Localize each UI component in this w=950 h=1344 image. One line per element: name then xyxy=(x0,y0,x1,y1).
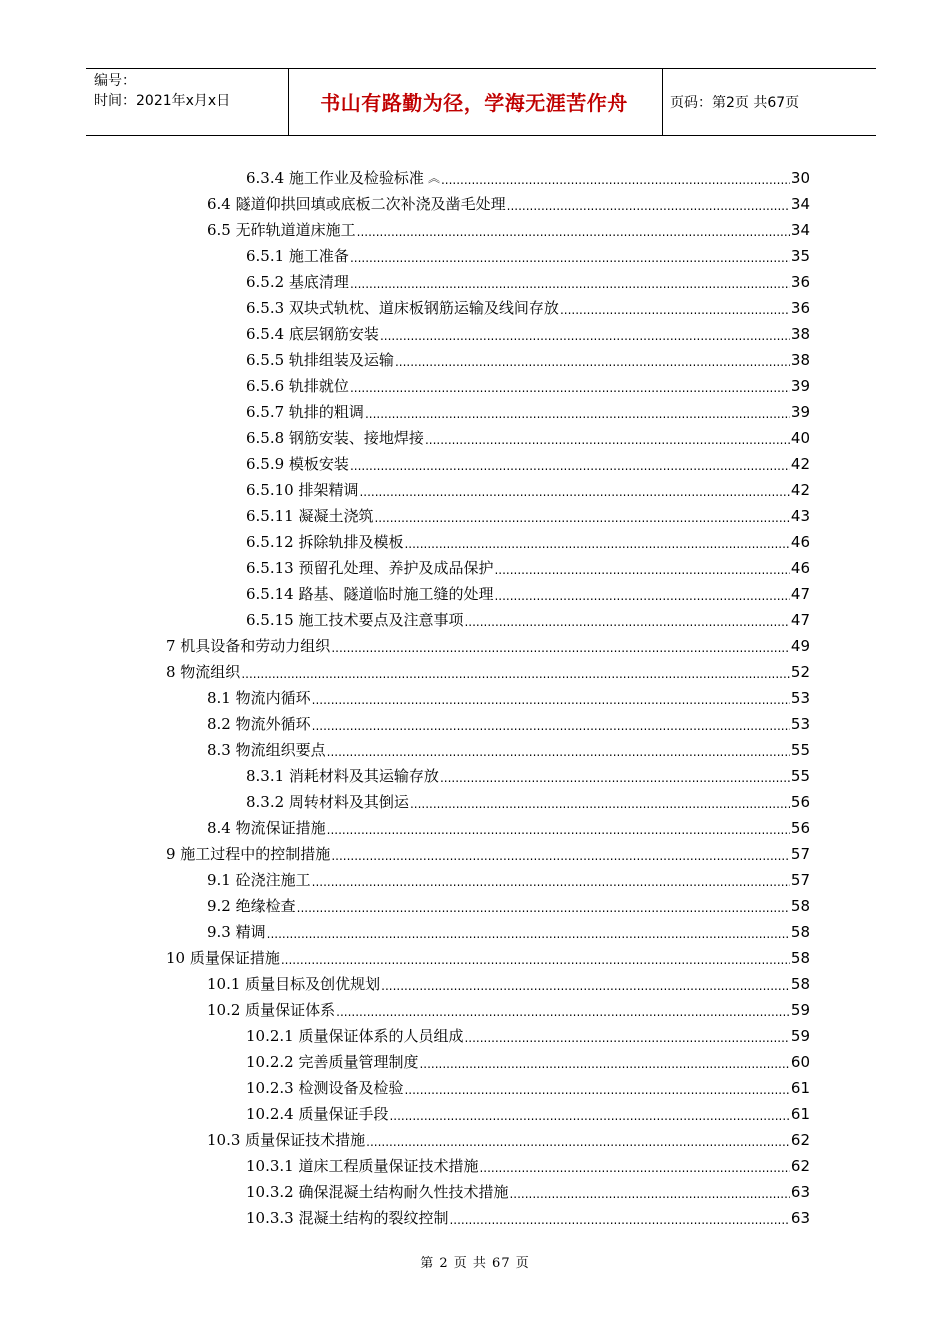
toc-entry-label: 6.5.2 基底清理 xyxy=(246,273,349,291)
toc-entry-page: 36 xyxy=(790,299,810,317)
toc-entry-label: 6.5.4 底层钢筋安装 xyxy=(246,325,379,343)
toc-entry-label: 6.5.6 轨排就位 xyxy=(246,377,349,395)
toc-entry-page: 35 xyxy=(790,247,810,265)
toc-entry-leader xyxy=(331,640,790,656)
toc-entry-leader xyxy=(327,744,790,760)
toc-entry-page: 39 xyxy=(790,403,810,421)
toc-entry-leader xyxy=(464,614,789,630)
toc-entry-page: 63 xyxy=(790,1209,810,1227)
toc-entry-label: 9.3 精调 xyxy=(207,923,266,941)
toc-entry-leader xyxy=(494,562,789,578)
toc-entry-label: 6.4 隧道仰拱回填或底板二次补浇及凿毛处理 xyxy=(207,195,506,213)
toc-entry-leader xyxy=(281,952,790,968)
toc-entry[interactable] xyxy=(246,552,810,578)
toc-entry[interactable] xyxy=(207,890,810,916)
toc-entry-label: 10 质量保证措施 xyxy=(166,949,280,967)
toc-entry[interactable] xyxy=(207,864,810,890)
toc-entry-page: 42 xyxy=(790,455,810,473)
toc-entry[interactable] xyxy=(246,370,810,396)
toc-entry-label: 6.5.7 轨排的粗调 xyxy=(246,403,364,421)
toc-entry-page: 59 xyxy=(790,1001,810,1019)
toc-entry[interactable] xyxy=(246,1098,810,1124)
toc-entry-page: 38 xyxy=(790,325,810,343)
toc-entry-page: 38 xyxy=(790,351,810,369)
toc-entry-leader xyxy=(425,432,790,448)
toc-entry-label: 6.5.11 凝凝土浇筑 xyxy=(246,507,374,525)
toc-entry-leader xyxy=(449,1212,789,1228)
toc-entry-label: 8.4 物流保证措施 xyxy=(207,819,326,837)
toc-entry-page: 58 xyxy=(790,897,810,915)
toc-entry-leader xyxy=(479,1160,789,1176)
toc-entry-leader xyxy=(380,328,790,344)
toc-entry-page: 58 xyxy=(790,975,810,993)
toc-entry-leader xyxy=(560,302,790,318)
toc-entry-label: 10.3.1 道床工程质量保证技术措施 xyxy=(246,1157,479,1175)
toc-entry-leader xyxy=(494,588,789,604)
toc-entry[interactable] xyxy=(246,292,810,318)
toc-entry[interactable] xyxy=(246,786,810,812)
toc-entry-page: 49 xyxy=(790,637,810,655)
toc-entry[interactable] xyxy=(246,396,810,422)
toc-entry-leader xyxy=(241,666,790,682)
toc-entry-leader xyxy=(381,978,790,994)
toc-entry-leader xyxy=(350,380,790,396)
toc-entry-page: 58 xyxy=(790,949,810,967)
toc-entry-label: 6.5.13 预留孔处理、养护及成品保护 xyxy=(246,559,494,577)
toc-entry-label: 6.5.5 轨排组装及运输 xyxy=(246,351,394,369)
toc-entry-page: 53 xyxy=(790,715,810,733)
toc-entry-page: 52 xyxy=(790,663,810,681)
toc-entry-leader xyxy=(327,822,790,838)
toc-entry[interactable] xyxy=(246,760,810,786)
toc-entry-page: 58 xyxy=(790,923,810,941)
toc-entry-leader xyxy=(297,900,790,916)
toc-entry[interactable] xyxy=(246,500,810,526)
toc-entry[interactable] xyxy=(166,656,810,682)
toc-entry-page: 47 xyxy=(790,611,810,629)
toc-entry[interactable] xyxy=(166,630,810,656)
toc-entry-leader xyxy=(374,510,789,526)
toc-entry[interactable] xyxy=(166,838,810,864)
header-page-number: 页码：第2页 共67页 xyxy=(670,95,800,111)
toc-entry-page: 59 xyxy=(790,1027,810,1045)
toc-entry[interactable] xyxy=(246,1020,810,1046)
toc-entry-page: 30 xyxy=(790,169,810,187)
toc-entry-page: 57 xyxy=(790,871,810,889)
toc-entry[interactable] xyxy=(207,1124,810,1150)
toc-entry[interactable] xyxy=(166,942,810,968)
toc-entry-leader xyxy=(350,276,790,292)
toc-entry[interactable] xyxy=(246,266,810,292)
toc-entry-label: 6.5 无砟轨道道床施工 xyxy=(207,221,356,239)
toc-entry-page: 56 xyxy=(790,819,810,837)
toc-entry-page: 62 xyxy=(790,1131,810,1149)
toc-entry-page: 46 xyxy=(790,533,810,551)
toc-entry-label: 6.5.3 双块式轨枕、道床板钢筋运输及线间存放 xyxy=(246,299,559,317)
toc-entry-label: 6.5.8 钢筋安装、接地焊接 xyxy=(246,429,424,447)
toc-entry[interactable] xyxy=(207,812,810,838)
toc-entry-label: 9.1 砼浇注施工 xyxy=(207,871,311,889)
toc-entry-leader xyxy=(366,1134,790,1150)
toc-entry-leader xyxy=(419,1056,789,1072)
toc-entry-page: 55 xyxy=(790,741,810,759)
toc-entry-label: 8.2 物流外循环 xyxy=(207,715,311,733)
toc-entry-leader xyxy=(312,718,790,734)
toc-entry-label: 6.5.1 施工准备 xyxy=(246,247,349,265)
toc-entry[interactable] xyxy=(207,916,810,942)
toc-entry-label: 6.3.4 施工作业及检验标准 xyxy=(246,169,424,187)
toc-entry-leader xyxy=(359,484,789,500)
toc-entry-label: 10.3 质量保证技术措施 xyxy=(207,1131,366,1149)
toc-entry-leader xyxy=(312,692,790,708)
toc-entry-page: 62 xyxy=(790,1157,810,1175)
toc-entry-leader xyxy=(509,1186,789,1202)
toc-entry-page: 39 xyxy=(790,377,810,395)
toc-entry[interactable] xyxy=(246,344,810,370)
toc-entry-page: 56 xyxy=(790,793,810,811)
toc-entry-page: 47 xyxy=(790,585,810,603)
toc-entry[interactable] xyxy=(246,1202,810,1228)
toc-entry[interactable] xyxy=(207,968,810,994)
toc-entry-label: 10.2.2 完善质量管理制度 xyxy=(246,1053,419,1071)
toc-entry-leader xyxy=(350,250,790,266)
toc-entry-label: 10.3.2 确保混凝土结构耐久性技术措施 xyxy=(246,1183,509,1201)
toc-entry-label: 8.3.2 周转材料及其倒运 xyxy=(246,793,409,811)
toc-entry-leader xyxy=(507,198,790,214)
toc-entry-label: 9.2 绝缘检查 xyxy=(207,897,296,915)
toc-entry-label: 10.2.4 质量保证手段 xyxy=(246,1105,389,1123)
toc-entry-page: 61 xyxy=(790,1105,810,1123)
toc-entry-label: 6.5.9 模板安装 xyxy=(246,455,349,473)
toc-entry-label: 6.5.14 路基、隧道临时施工缝的处理 xyxy=(246,585,494,603)
toc-entry-page: 43 xyxy=(790,507,810,525)
toc-entry-leader xyxy=(389,1108,789,1124)
toc-entry[interactable] xyxy=(246,474,810,500)
toc-entry-label: 10.3.3 混凝土结构的裂纹控制 xyxy=(246,1209,449,1227)
page-footer: 第 2 页 共 67 页 xyxy=(420,1256,530,1271)
toc-entry-page: 53 xyxy=(790,689,810,707)
toc-entry-page: 34 xyxy=(790,221,810,239)
toc-entry-label: 8.3.1 消耗材料及其运输存放 xyxy=(246,767,439,785)
toc-entry[interactable] xyxy=(246,1150,810,1176)
toc-entry[interactable] xyxy=(246,318,810,344)
toc-entry-page: 55 xyxy=(790,767,810,785)
toc-entry[interactable] xyxy=(207,214,810,240)
toc-entry-label: 10.2.3 检测设备及检验 xyxy=(246,1079,404,1097)
toc-entry-label: 8.3 物流组织要点 xyxy=(207,741,326,759)
header-motto: 书山有路勤为径，学海无涯苦作舟 xyxy=(320,91,628,115)
toc-entry-label: 10.2 质量保证体系 xyxy=(207,1001,336,1019)
toc-entry-page: 36 xyxy=(790,273,810,291)
toc-entry-page: 40 xyxy=(790,429,810,447)
toc-entry[interactable] xyxy=(246,448,810,474)
toc-entry-leader xyxy=(331,848,790,864)
toc-entry-leader xyxy=(350,458,790,474)
document-date-label: 时间：2021年x月x日 xyxy=(94,93,231,109)
toc-entry[interactable] xyxy=(207,994,810,1020)
toc-entry-page: 42 xyxy=(790,481,810,499)
toc-entry[interactable] xyxy=(246,422,810,448)
toc-entry-page: 63 xyxy=(790,1183,810,1201)
toc-entry-leader xyxy=(404,536,789,552)
toc-entry-label: 6.5.15 施工技术要点及注意事项 xyxy=(246,611,464,629)
header-divider xyxy=(662,69,663,135)
toc-entry-label: 7 机具设备和劳动力组织 xyxy=(166,637,331,655)
toc-entry[interactable] xyxy=(246,1072,810,1098)
toc-entry-label: 8 物流组织 xyxy=(166,663,241,681)
toc-entry-leader xyxy=(440,770,790,786)
toc-entry[interactable] xyxy=(246,1176,810,1202)
toc-entry-page: 57 xyxy=(790,845,810,863)
toc-entry[interactable] xyxy=(246,526,810,552)
toc-entry-page: 46 xyxy=(790,559,810,577)
toc-entry-leader xyxy=(404,1082,789,1098)
toc-entry[interactable] xyxy=(246,604,810,630)
toc-entry-leader xyxy=(357,224,790,240)
toc-entry-leader xyxy=(464,1030,789,1046)
toc-entry-leader xyxy=(441,172,790,188)
toc-entry-label: 6.5.12 拆除轨排及模板 xyxy=(246,533,404,551)
toc-entry[interactable] xyxy=(246,578,810,604)
toc-entry-page: 61 xyxy=(790,1079,810,1097)
header-meta xyxy=(94,69,286,135)
toc-entry-leader xyxy=(336,1004,790,1020)
page-header xyxy=(86,68,876,136)
toc-entry-page: 60 xyxy=(790,1053,810,1071)
toc-entry-label: 10.2.1 质量保证体系的人员组成 xyxy=(246,1027,464,1045)
toc-entry[interactable] xyxy=(246,240,810,266)
toc-entry-leader xyxy=(312,874,790,890)
toc-entry[interactable] xyxy=(207,682,810,708)
toc-entry-leader xyxy=(365,406,790,422)
document-number-label: 编号： xyxy=(94,73,136,89)
toc-entry-leader xyxy=(395,354,790,370)
toc-entry-leader xyxy=(267,926,790,942)
toc-entry-label: 8.1 物流内循环 xyxy=(207,689,311,707)
toc-entry[interactable] xyxy=(207,734,810,760)
toc-entry[interactable] xyxy=(207,708,810,734)
toc-entry[interactable] xyxy=(246,162,810,188)
toc-entry-label: 6.5.10 排架精调 xyxy=(246,481,359,499)
toc-entry-label: 9 施工过程中的控制措施 xyxy=(166,845,331,863)
toc-entry-label: 10.1 质量目标及创优规划 xyxy=(207,975,381,993)
toc-entry[interactable] xyxy=(246,1046,810,1072)
toc-entry-leader xyxy=(410,796,790,812)
toc-entry-mark-icon: ︽ xyxy=(427,171,440,185)
toc-entry-page: 34 xyxy=(790,195,810,213)
toc-entry[interactable] xyxy=(207,188,810,214)
